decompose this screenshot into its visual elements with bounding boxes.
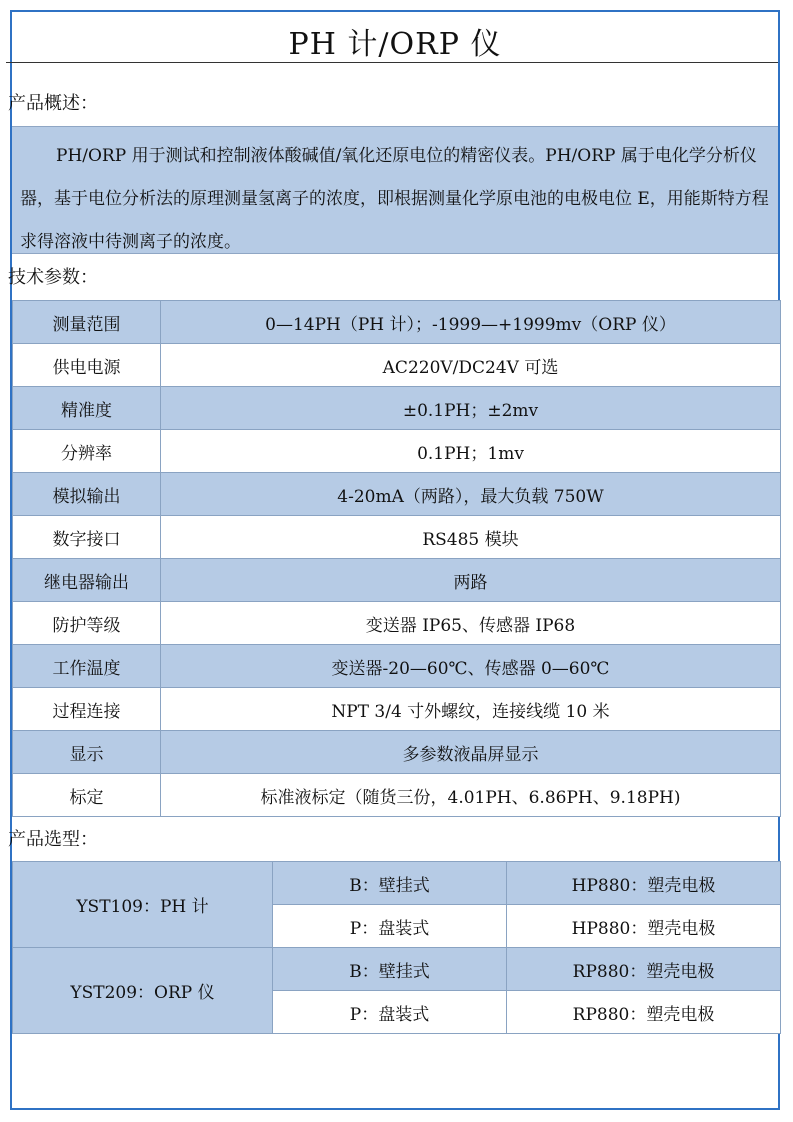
model-name: YST109：PH 计 [13, 862, 273, 948]
models-table [12, 861, 781, 1034]
table-row [13, 430, 781, 473]
param-label: 显示 [13, 731, 161, 774]
param-value: 0.1PH；1mv [161, 430, 781, 473]
table-row [13, 948, 781, 991]
table-row [13, 301, 781, 344]
model-electrode: RP880：塑壳电极 [507, 948, 781, 991]
table-row [13, 344, 781, 387]
param-label: 数字接口 [13, 516, 161, 559]
model-electrode: HP880：塑壳电极 [507, 862, 781, 905]
param-label: 防护等级 [13, 602, 161, 645]
table-row [13, 645, 781, 688]
param-label: 供电电源 [13, 344, 161, 387]
model-mount: P：盘装式 [273, 905, 507, 948]
param-label: 分辨率 [13, 430, 161, 473]
table-row [13, 862, 781, 905]
param-label: 继电器输出 [13, 559, 161, 602]
model-mount: B：壁挂式 [273, 948, 507, 991]
model-electrode: RP880：塑壳电极 [507, 991, 781, 1034]
param-value: AC220V/DC24V 可选 [161, 344, 781, 387]
models-heading: 产品选型： [8, 829, 98, 850]
table-row [13, 774, 781, 817]
page-title: PH 计/ORP 仪 [288, 27, 502, 62]
params-heading: 技术参数： [8, 267, 98, 288]
model-mount: P：盘装式 [273, 991, 507, 1034]
param-value: 变送器-20—60℃、传感器 0—60℃ [161, 645, 781, 688]
param-value: 0—14PH（PH 计）；-1999—+1999mv（ORP 仪） [161, 301, 781, 344]
params-table [12, 300, 781, 817]
param-value: RS485 模块 [161, 516, 781, 559]
param-value: NPT 3/4 寸外螺纹，连接线缆 10 米 [161, 688, 781, 731]
param-label: 过程连接 [13, 688, 161, 731]
param-value: 多参数液晶屏显示 [161, 731, 781, 774]
param-label: 精准度 [13, 387, 161, 430]
table-row [13, 387, 781, 430]
param-value: ±0.1PH；±2mv [161, 387, 781, 430]
overview-section [12, 126, 778, 254]
table-row [13, 516, 781, 559]
overview-heading: 产品概述： [8, 93, 98, 114]
param-label: 测量范围 [13, 301, 161, 344]
param-value: 两路 [161, 559, 781, 602]
table-row [13, 688, 781, 731]
param-value: 变送器 IP65、传感器 IP68 [161, 602, 781, 645]
model-electrode: HP880：塑壳电极 [507, 905, 781, 948]
param-label: 模拟输出 [13, 473, 161, 516]
model-name: YST209：ORP 仪 [13, 948, 273, 1034]
table-row [13, 731, 781, 774]
param-value: 4-20mA（两路），最大负载 750W [161, 473, 781, 516]
param-label: 标定 [13, 774, 161, 817]
overview-text: PH/ORP 用于测试和控制液体酸碱值/氧化还原电位的精密仪表。PH/ORP 属于电化学分析仪器，基于电位分析法的原理测量氢离子的浓度，即根据测量化学原电池的电极电位 E，用能斯特方程求得溶液中待测离子的浓度。 [20, 146, 769, 252]
title-divider [6, 62, 778, 63]
table-row [13, 559, 781, 602]
param-label: 工作温度 [13, 645, 161, 688]
table-row [13, 473, 781, 516]
table-row [13, 602, 781, 645]
model-mount: B：壁挂式 [273, 862, 507, 905]
param-value: 标准液标定（随货三份，4.01PH、6.86PH、9.18PH) [161, 774, 781, 817]
